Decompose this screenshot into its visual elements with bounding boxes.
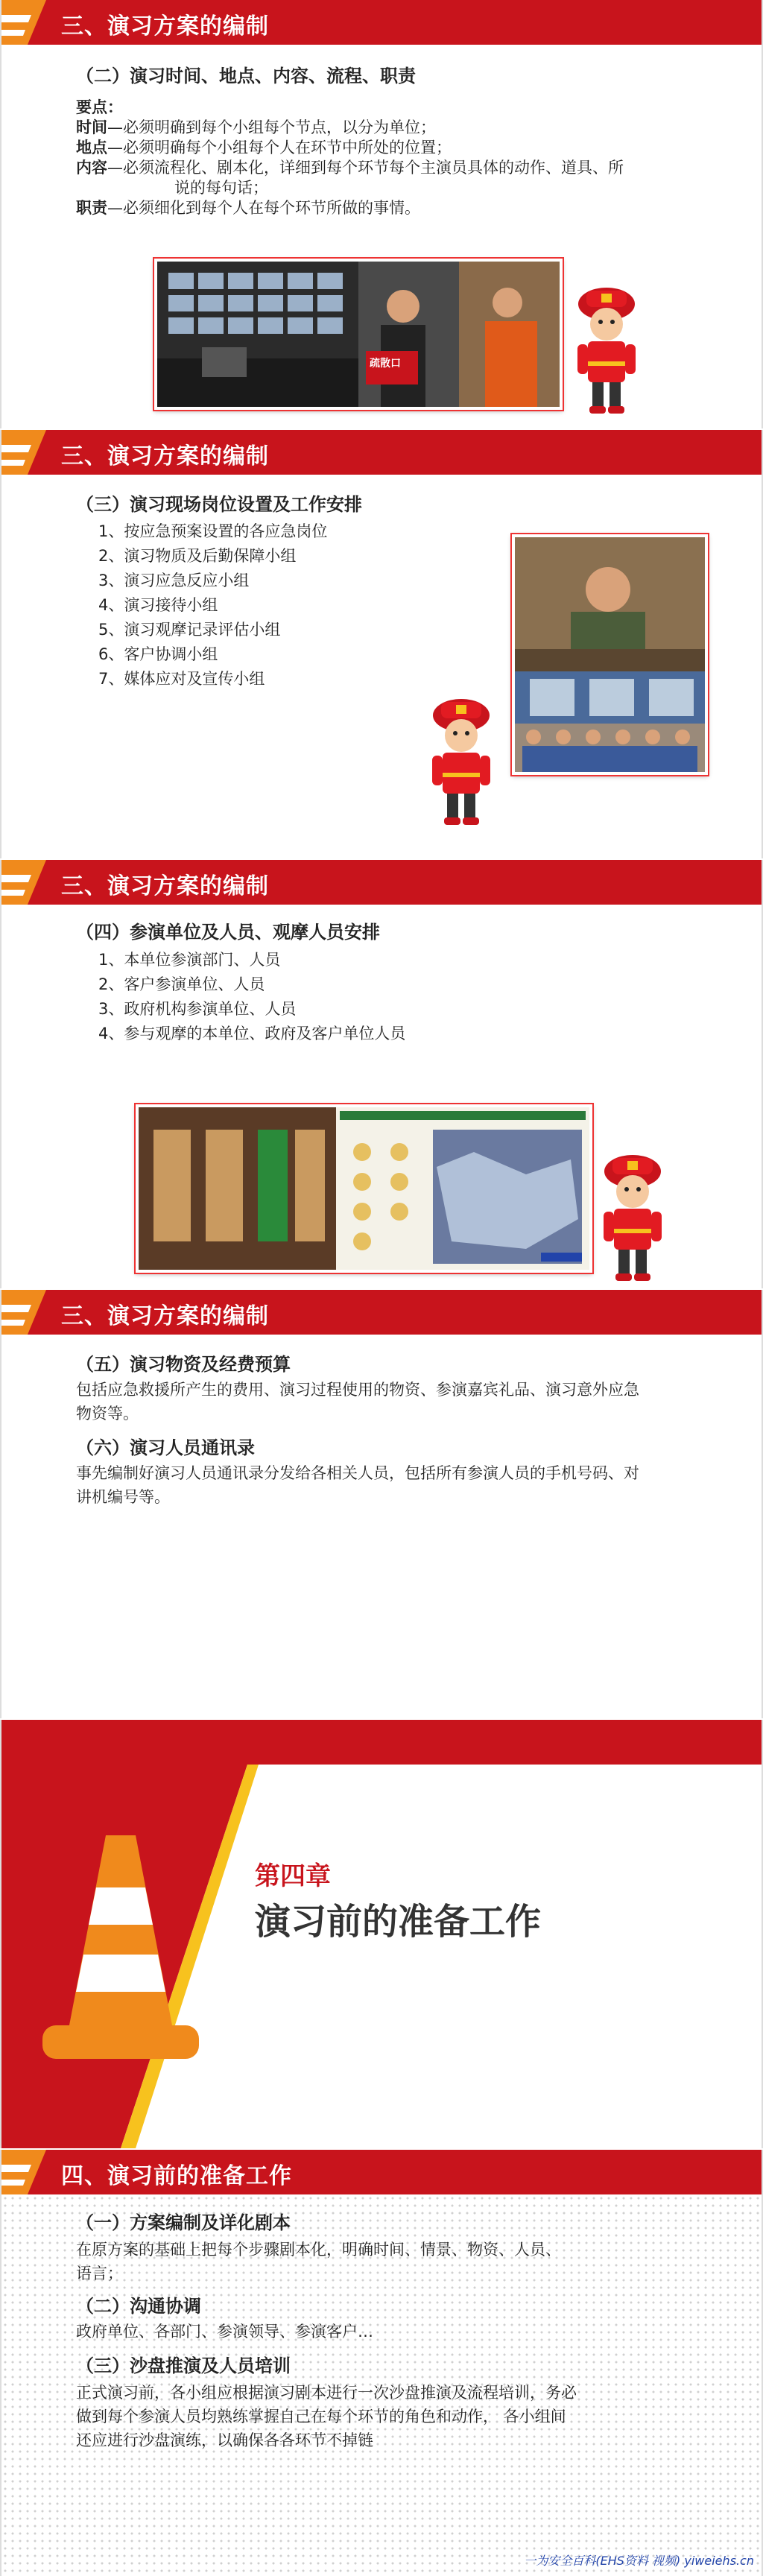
exhibition-and-map-image [139,1107,589,1270]
officer-and-crowd-image [515,537,705,772]
firefighter-mascot-icon [598,1151,668,1285]
header-title: 三、演习方案的编制 [61,443,269,469]
exhibition-photo [136,1104,592,1273]
list-item: 3、演习应急反应小组 [98,572,250,589]
header-title: 四、演习前的准备工作 [61,2163,292,2189]
evacuation-sign: 疏散口 [370,358,401,370]
post-list [98,519,327,692]
header-title: 三、演习方案的编制 [61,873,269,899]
traffic-cone-icon [1,430,46,475]
monitoring-room-image [157,262,560,407]
header-bar [1,2150,763,2194]
header-bar [1,1290,763,1335]
budget-paragraph: 包括应急救援所产生的费用、演习过程使用的物资、参演嘉宾礼品、演习意外应急 物资等。 [76,1381,639,1423]
section-heading: （三）演习现场岗位设置及工作安排 [76,494,362,515]
chapter-title: 演习前的准备工作 [255,1901,542,1943]
section-heading: （二）演习时间、地点、内容、流程、职责 [76,66,416,86]
list-item: 2、演习物质及后勤保障小组 [98,547,297,565]
chapter-number: 第四章 [255,1861,331,1891]
list-item: 4、演习接待小组 [98,596,218,614]
header-bar [1,0,763,45]
point-time: 时间—必须明确到每个小组每个节点，以分为单位； [76,118,436,136]
slide-1 [0,0,763,428]
list-item: 1、本单位参演部门、人员 [98,951,281,969]
point-place: 地点—必须明确每个小组每个人在环节中所处的位置； [76,139,452,156]
key-points-list [76,118,687,218]
list-item: 5、演习观摩记录评估小组 [98,621,281,639]
section-heading: （四）参演单位及人员、观摩人员安排 [76,922,380,943]
participant-list [98,948,405,1046]
traffic-cone-icon [1,860,46,905]
section-heading-coordination: （二）沟通协调 [76,2296,201,2317]
traffic-cone-icon [1,2150,46,2194]
section-heading-script: （一）方案编制及详化剧本 [76,2212,291,2233]
section-heading-budget: （五）演习物资及经费预算 [76,1354,291,1375]
firefighter-mascot-icon [426,694,497,829]
header-bar [1,860,763,905]
drill-photo-strip [154,259,563,410]
command-post-photo [512,534,708,775]
slide-4 [0,1290,763,1718]
header-bar [1,430,763,475]
slide-3 [0,860,763,1288]
list-item: 6、客户协调小组 [98,645,218,663]
list-item: 4、参与观摩的本单位、政府及客户单位人员 [98,1025,406,1042]
traffic-cone-icon [1,0,46,45]
firefighter-mascot-icon [572,283,642,417]
key-points-title: 要点： [76,98,123,116]
sandtable-paragraph: 正式演习前，各小组应根据演习剧本进行一次沙盘推演及流程培训，务必 做到每个参演人员均熟练掌握自己在每个环节的角色和动作， 各小组间 还应进行沙盘演练，以确保各各环节不掉链 [76,2384,577,2449]
list-item: 1、按应急预案设置的各应急岗位 [98,522,328,540]
list-item: 7、媒体应对及宣传小组 [98,670,265,688]
coordination-paragraph: 政府单位、各部门、参演领导、参演客户… [76,2323,373,2341]
contacts-paragraph: 事先编制好演习人员通讯录分发给各相关人员，包括所有参演人员的手机号码、对 讲机编号等。 [76,1464,639,1506]
traffic-cone-icon [42,1828,199,2066]
point-duty: 职责—必须细化到每个人在每个环节所做的事情。 [76,199,420,217]
section-heading-sandtable: （三）沙盘推演及人员培训 [76,2355,291,2376]
slide-6 [0,2150,763,2576]
slide-2 [0,430,763,858]
section-heading-contacts: （六）演习人员通讯录 [76,1437,255,1458]
header-title: 三、演习方案的编制 [61,1303,269,1329]
list-item: 3、政府机构参演单位、人员 [98,1000,297,1018]
list-item: 2、客户参演单位、人员 [98,975,265,993]
point-content-cont: 说的每句话； [174,179,268,197]
traffic-cone-icon [1,1290,46,1335]
point-content: 内容—必须流程化、剧本化，详细到每个环节每个主演员具体的动作、道具、所 [76,159,624,177]
header-title: 三、演习方案的编制 [61,13,269,39]
slide-5-chapter-cover [0,1720,763,2148]
script-paragraph: 在原方案的基础上把每个步骤剧本化，明确时间、情景、物资、人员、 语言； [76,2241,561,2282]
footer-watermark: 一为安全百科(EHS资料 视频) yiweiehs.cn [524,2554,754,2568]
